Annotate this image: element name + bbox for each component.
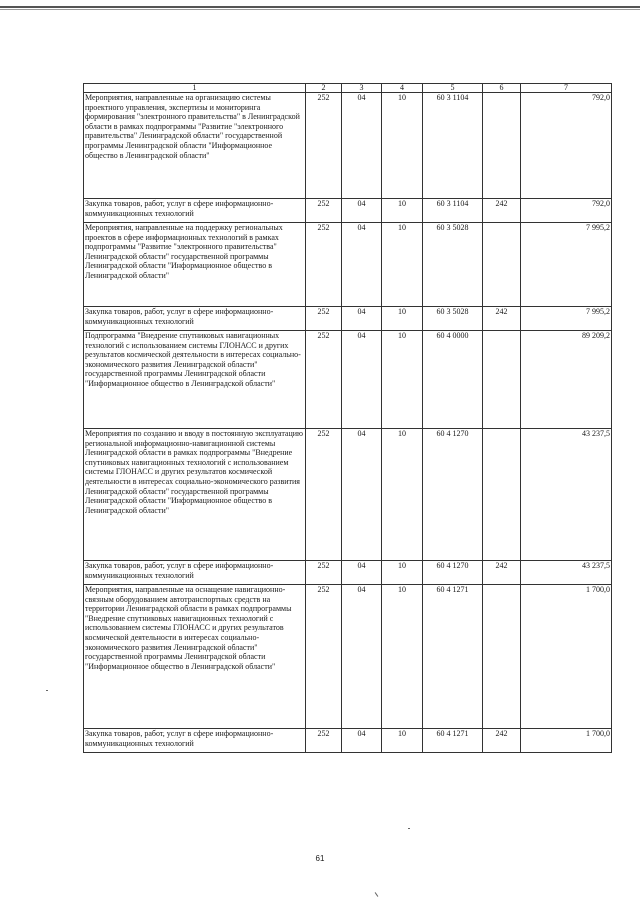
header-col-2: 2 xyxy=(306,84,342,93)
row-target-article: 60 4 1270 xyxy=(423,429,483,561)
header-col-5: 5 xyxy=(423,84,483,93)
row-amount: 792,0 xyxy=(521,199,612,223)
table-row xyxy=(84,429,612,561)
table-header-row xyxy=(84,84,612,93)
row-expense-type: 242 xyxy=(483,561,521,585)
header-col-3: 3 xyxy=(342,84,382,93)
table-row xyxy=(84,729,612,753)
row-name: Закупка товаров, работ, услуг в сфере информационно-коммуникационных технологий xyxy=(84,729,306,753)
row-name: Подпрограмма "Внедрение спутниковых навигационных технологий с использованием системы ГЛОНАСС и других результатов космической деятельности в интересах социально-экономического развития Ленинградской области" государственной программы Ленинградской области "Информационное общество в Ленинградской области" xyxy=(84,331,306,429)
row-subsection: 10 xyxy=(382,307,423,331)
row-code-admin: 252 xyxy=(306,199,342,223)
row-subsection: 10 xyxy=(382,223,423,307)
table-row xyxy=(84,561,612,585)
row-subsection: 10 xyxy=(382,429,423,561)
row-section: 04 xyxy=(342,307,382,331)
row-target-article: 60 3 5028 xyxy=(423,223,483,307)
row-amount: 43 237,5 xyxy=(521,561,612,585)
row-expense-type: 242 xyxy=(483,199,521,223)
row-amount: 1 700,0 xyxy=(521,729,612,753)
row-name: Мероприятия по созданию и вводу в постоянную эксплуатацию региональной информационно-навигационной системы Ленинградской области в рамках подпрограммы "Внедрение спутниковых навигационных технологий с использованием системы ГЛОНАСС и других результатов космической деятельности в интересах социально-экономического развития Ленинградской области" государственной программы Ленинградской области "Информационное общество в Ленинградской области" xyxy=(84,429,306,561)
row-name: Закупка товаров, работ, услуг в сфере информационно-коммуникационных технологий xyxy=(84,561,306,585)
row-section: 04 xyxy=(342,93,382,199)
top-scan-rule-secondary xyxy=(0,9,640,10)
table-row xyxy=(84,331,612,429)
row-target-article: 60 3 5028 xyxy=(423,307,483,331)
row-name: Мероприятия, направленные на поддержку региональных проектов в сфере информационных технологий в рамках подпрограммы "Развитие "электронного правительства" Ленинградской области" государственной программы Ленинградской области "Информационное общество в Ленинградской области" xyxy=(84,223,306,307)
row-section: 04 xyxy=(342,199,382,223)
row-subsection: 10 xyxy=(382,199,423,223)
row-amount: 792,0 xyxy=(521,93,612,199)
row-expense-type xyxy=(483,223,521,307)
scan-speck xyxy=(408,828,410,829)
header-col-6: 6 xyxy=(483,84,521,93)
row-name: Мероприятия, направленные на организацию системы проектного управления, экспертизы и мониторинга формирования "электронного правительства" в Ленинградской области в рамках подпрограммы "Развитие "электронного правительства" Ленинградской области" государственной программы Ленинградской области "Информационное общество в Ленинградской области" xyxy=(84,93,306,199)
row-expense-type: 242 xyxy=(483,729,521,753)
row-code-admin: 252 xyxy=(306,223,342,307)
row-amount: 7 995,2 xyxy=(521,223,612,307)
row-target-article: 60 3 1104 xyxy=(423,93,483,199)
table-row xyxy=(84,585,612,729)
row-target-article: 60 4 1271 xyxy=(423,729,483,753)
row-target-article: 60 4 1271 xyxy=(423,585,483,729)
row-section: 04 xyxy=(342,223,382,307)
table-row xyxy=(84,93,612,199)
row-code-admin: 252 xyxy=(306,93,342,199)
row-amount: 43 237,5 xyxy=(521,429,612,561)
row-code-admin: 252 xyxy=(306,585,342,729)
row-expense-type xyxy=(483,93,521,199)
row-code-admin: 252 xyxy=(306,307,342,331)
table-row xyxy=(84,199,612,223)
header-col-4: 4 xyxy=(382,84,423,93)
top-scan-rule xyxy=(0,6,640,8)
header-col-1: 1 xyxy=(84,84,306,93)
row-subsection: 10 xyxy=(382,93,423,199)
row-amount: 1 700,0 xyxy=(521,585,612,729)
page-number: 61 xyxy=(315,854,325,863)
row-subsection: 10 xyxy=(382,561,423,585)
row-amount: 7 995,2 xyxy=(521,307,612,331)
row-amount: 89 209,2 xyxy=(521,331,612,429)
row-code-admin: 252 xyxy=(306,561,342,585)
row-subsection: 10 xyxy=(382,585,423,729)
table-row xyxy=(84,223,612,307)
row-code-admin: 252 xyxy=(306,429,342,561)
row-name: Закупка товаров, работ, услуг в сфере информационно-коммуникационных технологий xyxy=(84,199,306,223)
row-section: 04 xyxy=(342,561,382,585)
scan-speck xyxy=(46,690,48,691)
header-col-7: 7 xyxy=(521,84,612,93)
row-section: 04 xyxy=(342,331,382,429)
row-name: Закупка товаров, работ, услуг в сфере информационно-коммуникационных технологий xyxy=(84,307,306,331)
row-section: 04 xyxy=(342,429,382,561)
row-name: Мероприятия, направленные на оснащение навигационно-связным оборудованием автотранспортных средств на территории Ленинградской области в рамках подпрограммы "Внедрение спутниковых навигационных технологий с использованием системы ГЛОНАСС и других результатов космической деятельности в интересах социально-экономического развития Ленинградской области" государственной программы Ленинградской области "Информационное общество в Ленинградской области" xyxy=(84,585,306,729)
row-code-admin: 252 xyxy=(306,331,342,429)
row-expense-type xyxy=(483,331,521,429)
budget-table xyxy=(83,83,612,753)
row-subsection: 10 xyxy=(382,331,423,429)
row-target-article: 60 3 1104 xyxy=(423,199,483,223)
row-target-article: 60 4 1270 xyxy=(423,561,483,585)
scan-speck xyxy=(375,892,379,897)
row-expense-type xyxy=(483,429,521,561)
table-row xyxy=(84,307,612,331)
row-section: 04 xyxy=(342,585,382,729)
row-section: 04 xyxy=(342,729,382,753)
row-expense-type xyxy=(483,585,521,729)
row-code-admin: 252 xyxy=(306,729,342,753)
row-target-article: 60 4 0000 xyxy=(423,331,483,429)
row-expense-type: 242 xyxy=(483,307,521,331)
row-subsection: 10 xyxy=(382,729,423,753)
